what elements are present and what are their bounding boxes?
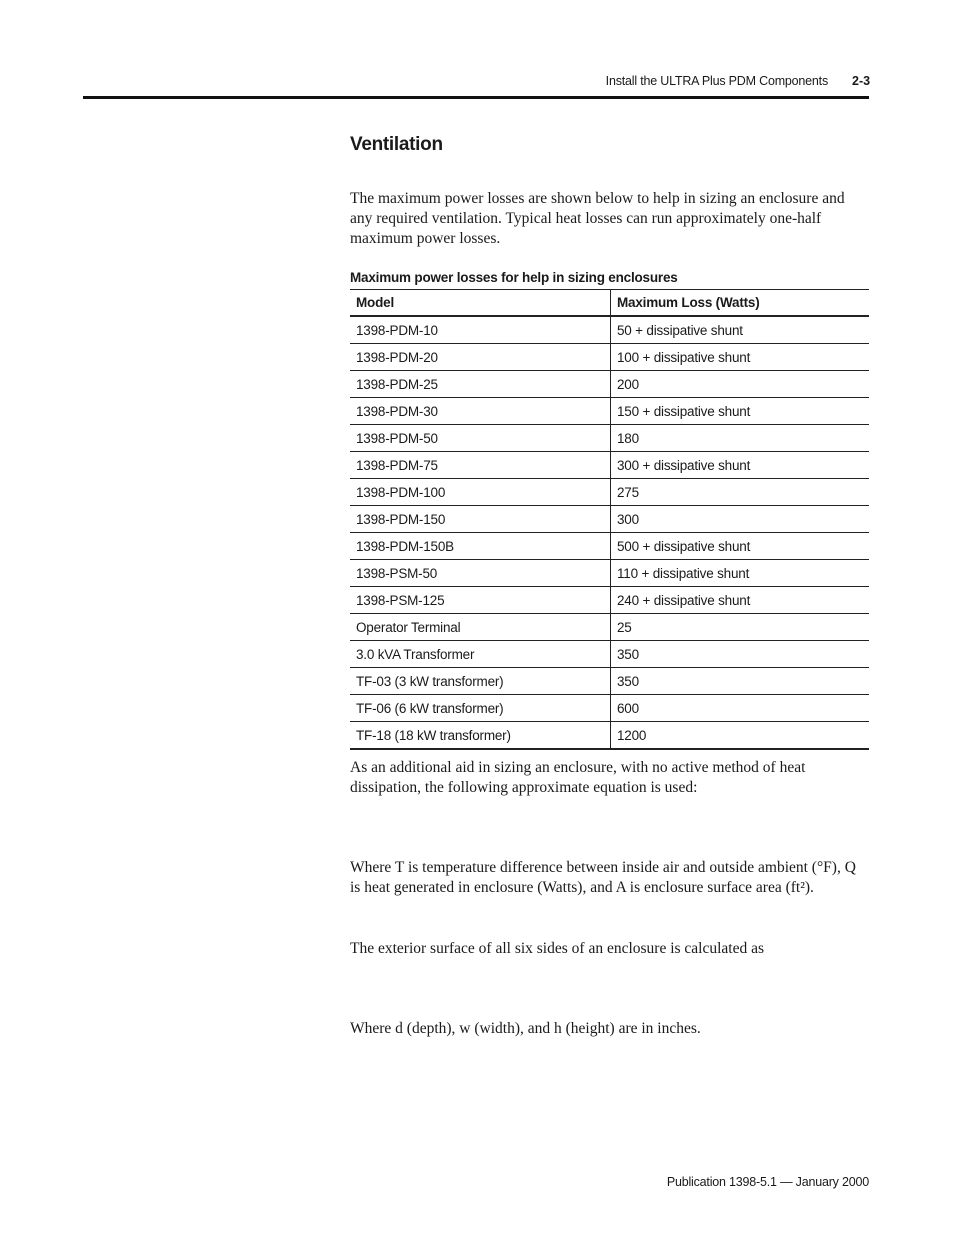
where-d-paragraph: Where d (depth), w (width), and h (height) are in inches. <box>350 1020 701 1037</box>
loss-cell: 110 + dissipative shunt <box>611 560 870 587</box>
model-cell: 1398-PDM-150 <box>350 506 611 533</box>
table-row <box>350 506 869 533</box>
loss-cell: 350 <box>611 668 870 695</box>
loss-cell: 240 + dissipative shunt <box>611 587 870 614</box>
table-caption: Maximum power losses for help in sizing enclosures <box>350 270 678 285</box>
table-row <box>350 587 869 614</box>
table-row <box>350 316 869 344</box>
model-cell: 1398-PDM-30 <box>350 398 611 425</box>
model-cell: 1398-PDM-25 <box>350 371 611 398</box>
model-cell: 1398-PDM-50 <box>350 425 611 452</box>
model-cell: TF-03 (3 kW transformer) <box>350 668 611 695</box>
exterior-surface-paragraph: The exterior surface of all six sides of an enclosure is calculated as <box>350 940 765 957</box>
section-title: Ventilation <box>350 134 443 155</box>
table-row <box>350 425 869 452</box>
table-row <box>350 344 869 371</box>
table-header-row <box>350 290 869 317</box>
loss-cell: 275 <box>611 479 870 506</box>
loss-cell: 100 + dissipative shunt <box>611 344 870 371</box>
model-cell: 1398-PDM-10 <box>350 316 611 344</box>
model-cell: 1398-PDM-150B <box>350 533 611 560</box>
loss-cell: 25 <box>611 614 870 641</box>
table-row <box>350 533 869 560</box>
column-header-model: Model <box>350 290 611 317</box>
model-cell: 1398-PSM-50 <box>350 560 611 587</box>
model-cell: TF-18 (18 kW transformer) <box>350 722 611 750</box>
table-row <box>350 371 869 398</box>
table-row <box>350 398 869 425</box>
running-title: Install the ULTRA Plus PDM Components <box>605 74 828 88</box>
loss-cell: 300 + dissipative shunt <box>611 452 870 479</box>
loss-cell: 50 + dissipative shunt <box>611 316 870 344</box>
power-loss-table <box>350 289 869 750</box>
header-rule <box>83 96 869 99</box>
page-number: 2-3 <box>852 74 871 88</box>
intro-paragraph: The maximum power losses are shown below to help in sizing an enclosure and any required ventilation. Typical heat losses can run approximately one-half maximum power losses. <box>350 190 845 247</box>
table-row <box>350 479 869 506</box>
model-cell: Operator Terminal <box>350 614 611 641</box>
aid-paragraph: As an additional aid in sizing an enclosure, with no active method of heat dissipation, the following approximate equation is used: <box>350 759 806 796</box>
loss-cell: 200 <box>611 371 870 398</box>
where-t-paragraph: Where T is temperature difference between inside air and outside ambient (°F), Q is heat generated in enclosure (Watts), and A is enclosure surface area (ft²). <box>350 859 856 896</box>
column-header-max-loss: Maximum Loss (Watts) <box>611 290 870 317</box>
table-row <box>350 614 869 641</box>
publication-footer: Publication 1398-5.1 — January 2000 <box>666 1175 869 1189</box>
loss-cell: 300 <box>611 506 870 533</box>
loss-cell: 600 <box>611 695 870 722</box>
model-cell: 1398-PSM-125 <box>350 587 611 614</box>
table-row <box>350 452 869 479</box>
model-cell: 1398-PDM-20 <box>350 344 611 371</box>
table-row <box>350 641 869 668</box>
model-cell: TF-06 (6 kW transformer) <box>350 695 611 722</box>
table-row <box>350 560 869 587</box>
model-cell: 3.0 kVA Transformer <box>350 641 611 668</box>
loss-cell: 500 + dissipative shunt <box>611 533 870 560</box>
table-row <box>350 668 869 695</box>
loss-cell: 1200 <box>611 722 870 750</box>
model-cell: 1398-PDM-75 <box>350 452 611 479</box>
loss-cell: 150 + dissipative shunt <box>611 398 870 425</box>
model-cell: 1398-PDM-100 <box>350 479 611 506</box>
table-row <box>350 695 869 722</box>
table-row <box>350 722 869 750</box>
loss-cell: 180 <box>611 425 870 452</box>
loss-cell: 350 <box>611 641 870 668</box>
